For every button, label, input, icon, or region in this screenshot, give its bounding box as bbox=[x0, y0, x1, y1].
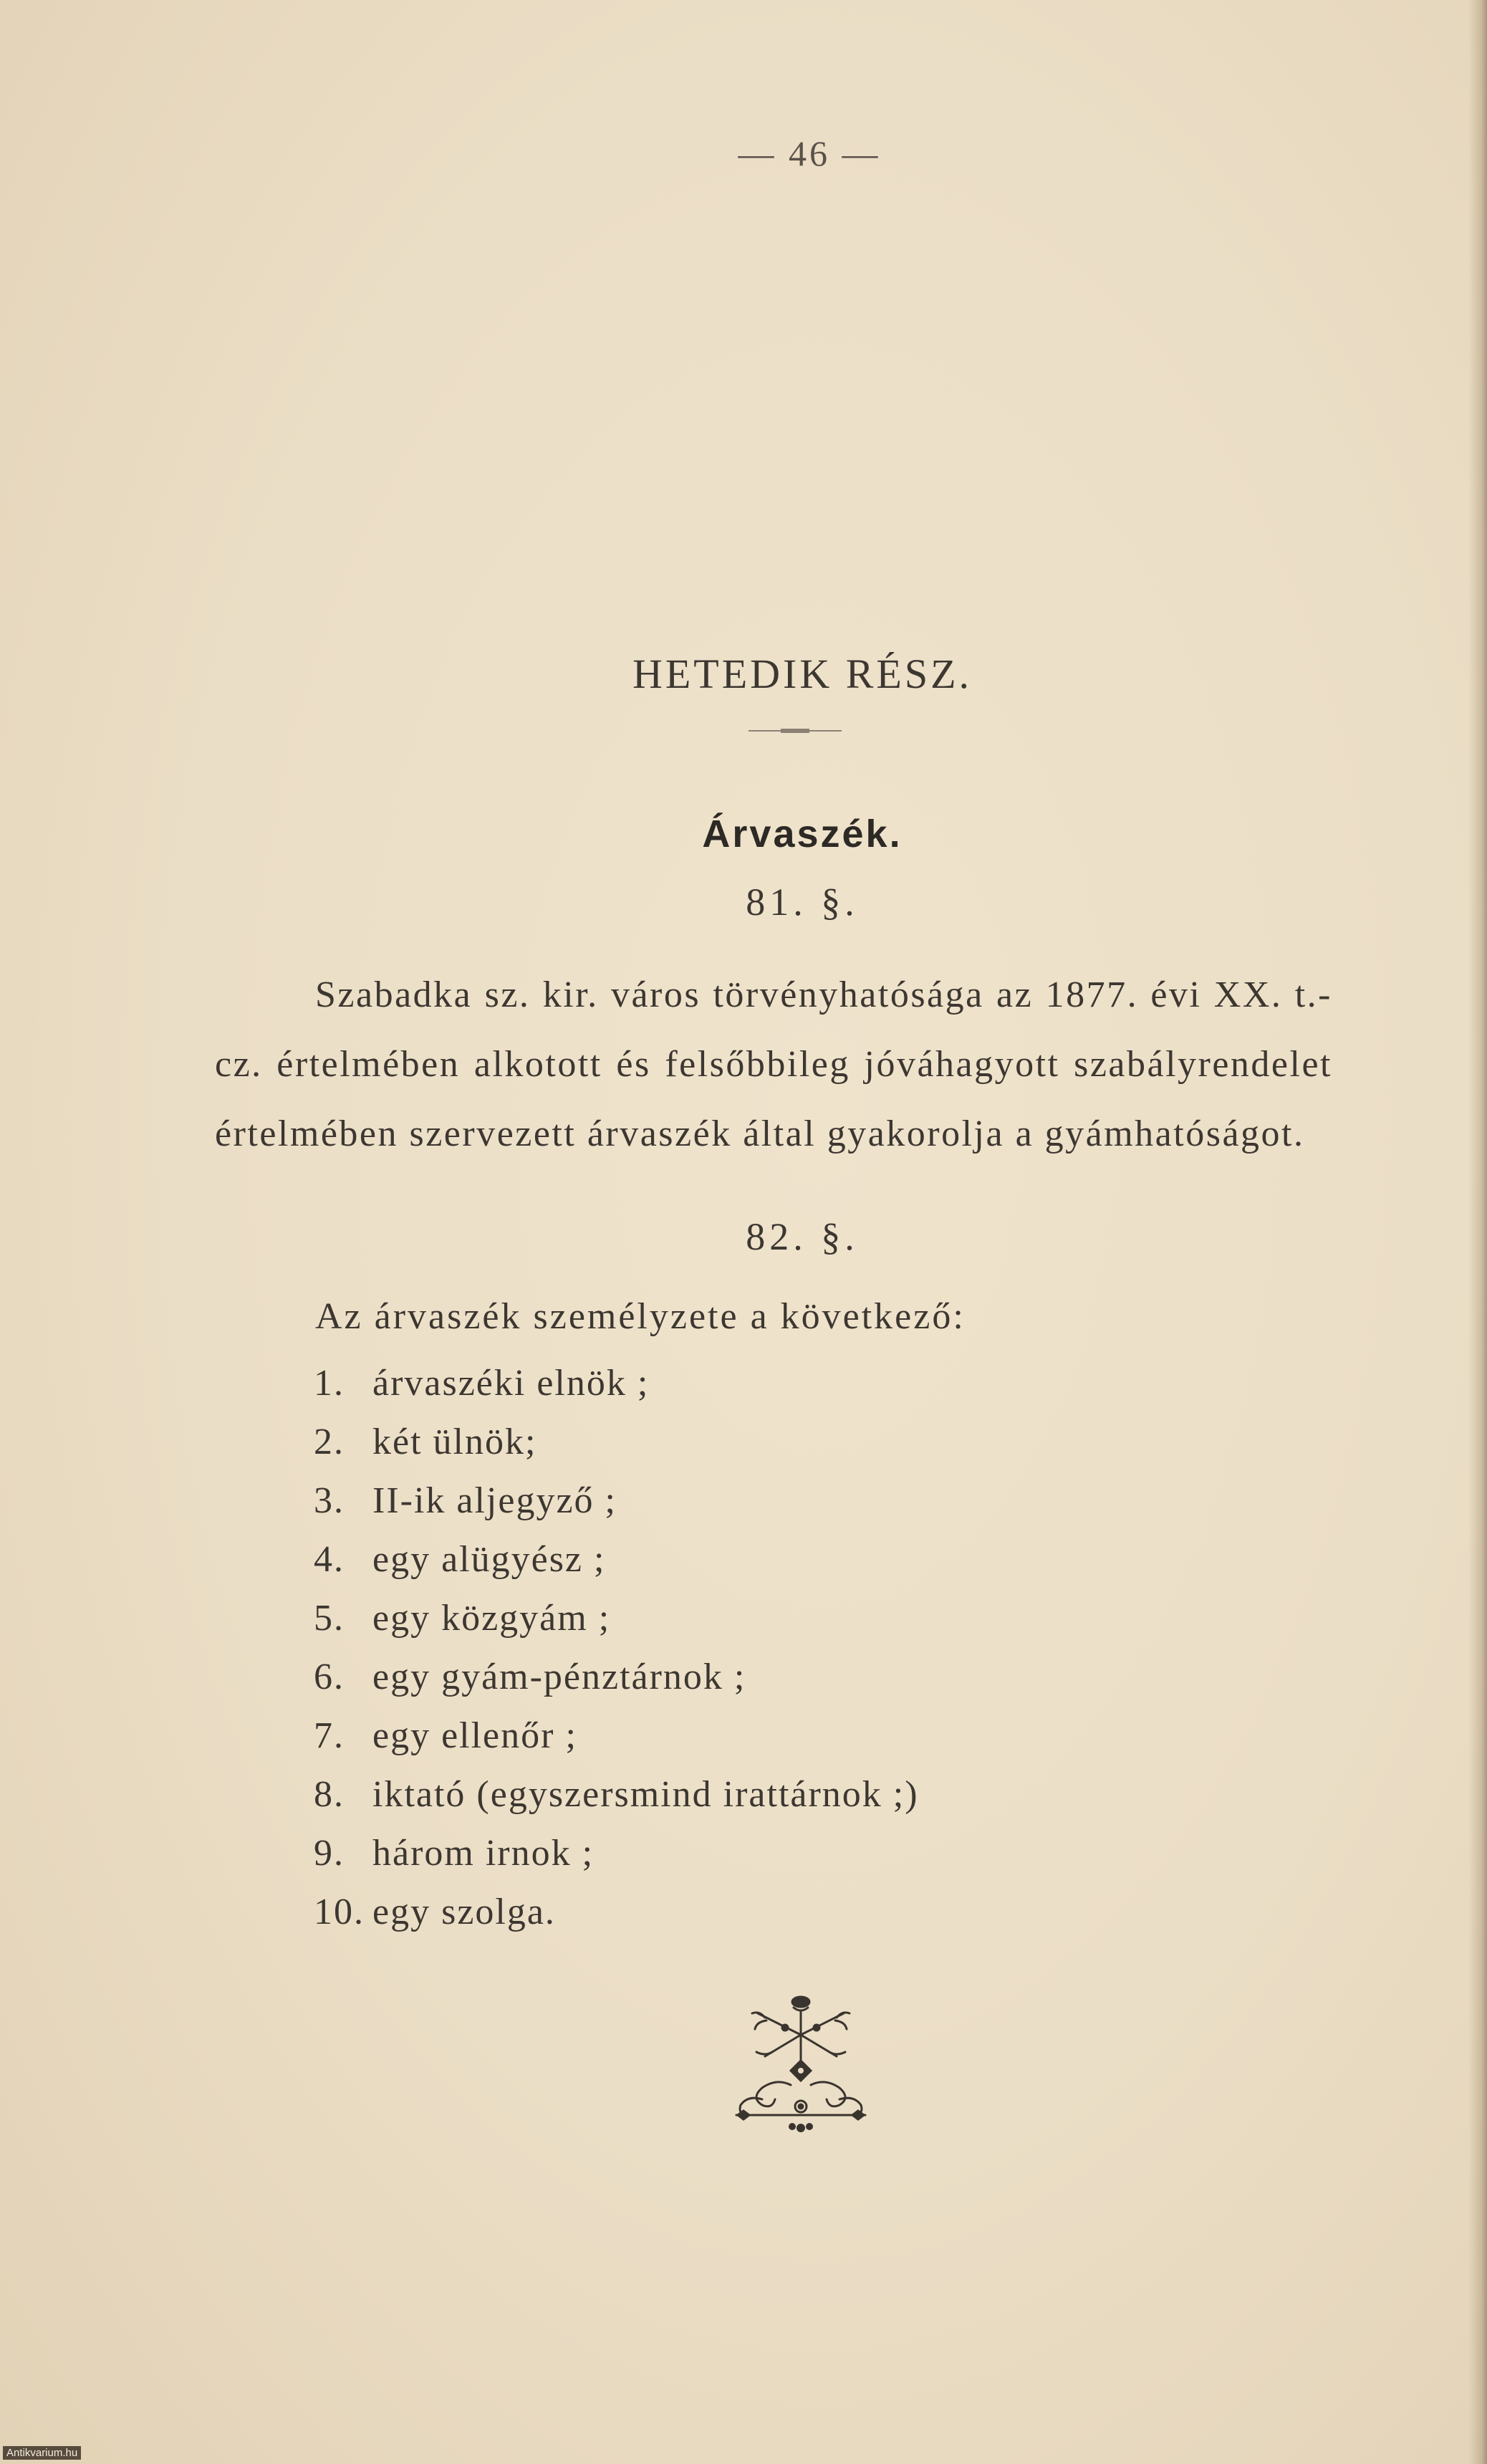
list-item-number: 7. bbox=[314, 1715, 345, 1756]
title-divider bbox=[749, 727, 842, 734]
list-item-number: 8. bbox=[314, 1774, 345, 1815]
paragraph-number-82: 82. §. bbox=[746, 1215, 859, 1258]
list-item-number: 6. bbox=[314, 1657, 345, 1697]
list-item-number: 3. bbox=[314, 1480, 345, 1521]
staff-intro: Az árvaszék személyzete a következő: bbox=[315, 1296, 966, 1337]
list-item-number: 1. bbox=[314, 1363, 345, 1404]
list-item-text: iktató (egyszersmind irattárnok ;) bbox=[372, 1774, 919, 1815]
list-item bbox=[314, 1472, 919, 1530]
list-item bbox=[314, 1824, 919, 1883]
list-item-text: egy gyám-pénztárnok ; bbox=[372, 1657, 746, 1697]
list-item bbox=[314, 1413, 919, 1472]
list-item-number: 4. bbox=[314, 1539, 345, 1580]
section-title: Árvaszék. bbox=[702, 812, 903, 855]
list-item-text: egy közgyám ; bbox=[372, 1598, 611, 1639]
watermark: Antikvarium.hu bbox=[3, 2446, 81, 2460]
list-item-text: egy szolga. bbox=[372, 1892, 556, 1932]
paragraph-81-text: Szabadka sz. kir. város törvényhatósága az 1877. évi XX. t.-cz. értelmében alkotott és felsőbbileg jóváhagyott szabályrendelet értelmében szervezett árvaszék által gyakorolja a gyámhatóságot. bbox=[215, 974, 1332, 1154]
list-item-text: egy ellenőr ; bbox=[372, 1715, 577, 1756]
page-number: — 46 — bbox=[738, 133, 881, 173]
staff-list bbox=[314, 1354, 919, 1942]
list-item bbox=[314, 1530, 919, 1589]
floral-ornament-icon bbox=[722, 1992, 880, 2149]
list-item bbox=[314, 1707, 919, 1765]
list-item bbox=[314, 1883, 919, 1942]
list-item-text: két ülnök; bbox=[372, 1422, 537, 1462]
list-item-number: 9. bbox=[314, 1833, 345, 1874]
list-item-number: 10. bbox=[314, 1892, 365, 1932]
list-item-text: árvaszéki elnök ; bbox=[372, 1363, 650, 1404]
list-item-text: II-ik aljegyző ; bbox=[372, 1480, 617, 1521]
list-item-number: 5. bbox=[314, 1598, 345, 1639]
list-item bbox=[314, 1589, 919, 1648]
list-item bbox=[314, 1765, 919, 1824]
list-item bbox=[314, 1354, 919, 1413]
list-item-text: három irnok ; bbox=[372, 1833, 595, 1874]
part-title: HETEDIK RÉSZ. bbox=[632, 650, 973, 697]
paragraph-number-81: 81. §. bbox=[746, 881, 859, 924]
list-item-number: 2. bbox=[314, 1422, 345, 1462]
list-item bbox=[314, 1648, 919, 1707]
list-item-text: egy alügyész ; bbox=[372, 1539, 606, 1580]
